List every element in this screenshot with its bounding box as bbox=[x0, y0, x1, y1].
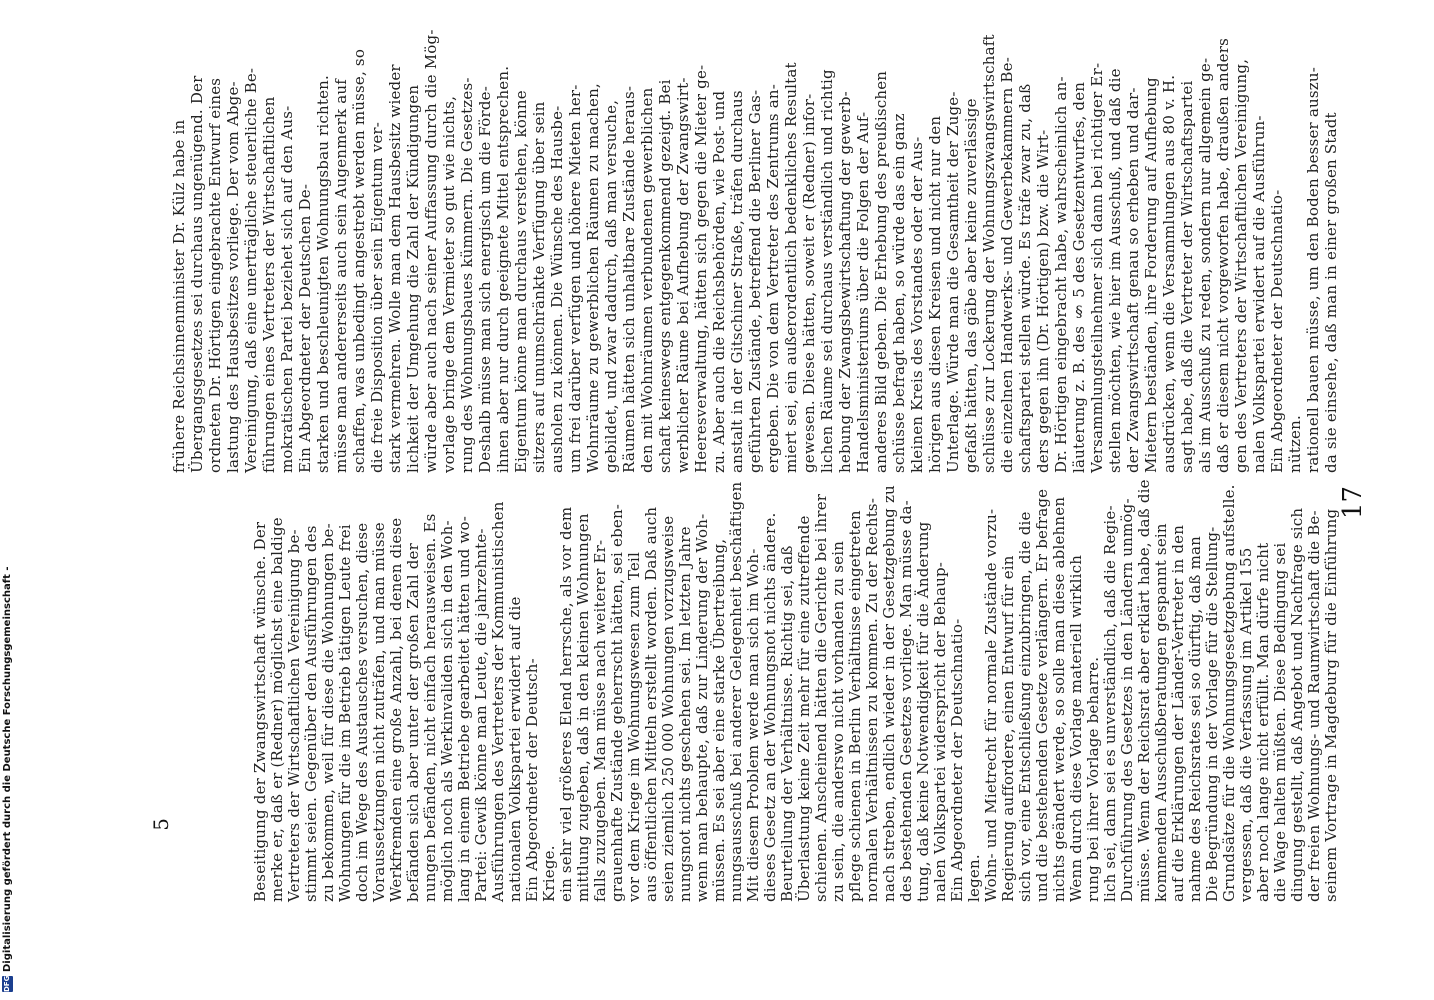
text-line: um frei darüber verfügen und höhere Mieten her- bbox=[566, 84, 584, 473]
text-line: die einzelnen Handwerks- und Gewerbekammern Be- bbox=[998, 57, 1016, 473]
text-line: rationell bauen müsse, um den Boden besser auszu- bbox=[1304, 66, 1322, 473]
text-line: Übergangsgesetzes sei durchaus ungenügend. Der bbox=[188, 75, 206, 473]
text-line: anderes Bild geben. Die Erhebung des preußischen bbox=[872, 70, 890, 473]
text-line: Ein Abgeordneter der Deutschnatio- bbox=[1268, 189, 1286, 473]
text-line: schaftspartei stellen würde. Es träfe zwar zu, daß bbox=[1016, 83, 1034, 473]
text-line: vorlage bringe dem Vermieter so gut wie nichts, bbox=[440, 95, 458, 473]
text-line: dingung gestellt, daß Angebot und Nachfrage sich bbox=[1288, 507, 1306, 902]
text-line: Werkfremden eine große Anzahl, bei denen diese bbox=[387, 517, 405, 902]
text-line: starken und beschleunigten Wohnungsbau richten. bbox=[314, 74, 332, 473]
text-line: Heeresverwaltung, hätten sich gegen die Mieter ge- bbox=[692, 64, 710, 473]
text-line: vor dem Kriege im Wohnungswesen zum Teil bbox=[625, 552, 643, 902]
text-line: Wenn durch diese Vorlage materiell wirklich bbox=[1067, 554, 1085, 902]
text-line: Voraussetzungen nicht zuträfen, und man müsse bbox=[370, 522, 388, 902]
text-line: Wohn- und Mietrecht für normale Zustände vorzu- bbox=[982, 508, 1000, 902]
text-line: Wohnräume zu gewerblichen Räumen zu machen, bbox=[584, 83, 602, 473]
text-line: frühere Reichsinnenminister Dr. Külz habe in bbox=[170, 119, 188, 473]
text-line: nationalen Volkspartei erwidert auf die bbox=[506, 596, 524, 902]
text-line: Versammlungsteilnehmer sich dann bei richtiger Er- bbox=[1088, 62, 1106, 473]
text-line: Ein Abgeordneter der Deutsch- bbox=[523, 658, 541, 902]
text-line: schaffen, was unbedingt angestrebt werden müsse, so bbox=[350, 48, 368, 473]
text-line: sitzers auf unumschränkte Verfügung über sein bbox=[530, 101, 548, 473]
text-line: nalen Volkspartei widerspricht der Behaup- bbox=[931, 561, 949, 902]
text-line: die Wage halten müßten. Diese Bedingung sei bbox=[1271, 542, 1289, 902]
text-line: merke er, daß er (Redner) möglichst eine baldige bbox=[268, 517, 286, 902]
text-line: Grundsätze für die Wohnungsgesetzgebung aufstelle. bbox=[1220, 484, 1238, 902]
text-line: Partei: Gewiß könne man Leute, die jahrzehnte- bbox=[472, 528, 490, 902]
text-line: würde aber auch nach seiner Auffassung durch die Mög- bbox=[422, 29, 440, 473]
text-line: Regierung auffordere, einen Entwurf für ein bbox=[999, 555, 1017, 902]
page-number: 17 bbox=[1338, 486, 1368, 520]
text-line: hebung der Zwangsbewirtschaftung der gewerb- bbox=[836, 91, 854, 473]
text-line: aber noch lange nicht erfüllt. Man dürfe nicht bbox=[1254, 542, 1272, 902]
text-line: Vertreters der Wirtschaftlichen Vereinigung be- bbox=[285, 529, 303, 902]
text-line: Mietern beständen, ihre Forderung auf Aufhebung bbox=[1142, 77, 1160, 473]
text-line: möglich noch als Werkinvaliden sich in den Woh- bbox=[438, 520, 456, 902]
text-line: nach streben, endlich wieder in der Gesetzgebung zu bbox=[880, 485, 898, 902]
text-line: lang in einem Betriebe gearbeitet hätten und wo- bbox=[455, 516, 473, 902]
text-line: Ausführungen des Vertreters der Kommunistischen bbox=[489, 501, 507, 902]
text-line: müsse. Wenn der Reichsrat aber erklärt habe, daß die bbox=[1135, 479, 1153, 902]
text-line: werblicher Räume bei Aufhebung der Zwangswirt- bbox=[674, 77, 692, 473]
text-line: schüsse befragt haben, so würde das ein ganz bbox=[890, 113, 908, 473]
text-line: grauenhafte Zustände geherrscht hätten, sei eben- bbox=[608, 503, 626, 902]
text-line: pflege schienen in Berlin Verhältnisse eingetreten bbox=[846, 510, 864, 902]
signature-mark: 5 bbox=[149, 818, 173, 831]
text-line: Handelsministeriums über die Folgen der Auf- bbox=[854, 111, 872, 473]
text-line: sich vor, eine Entschließung einzubringen, die die bbox=[1016, 511, 1034, 902]
text-line: des bestehenden Gesetzes vorliege. Man müsse da- bbox=[897, 500, 915, 902]
text-line: aus öffentlichen Mitteln erstellt worden. Daß auch bbox=[642, 506, 660, 902]
text-line: stimmt seien. Gegenüber den Ausführungen des bbox=[302, 525, 320, 902]
text-line: daß er diesem nicht vorgeworfen habe, draußen anders bbox=[1214, 37, 1232, 473]
text-line: doch im Wege des Austausches versuchen, diese bbox=[353, 522, 371, 902]
text-line: Eigentum könne man durchaus verstehen, könne bbox=[512, 90, 530, 473]
text-line: befänden sich aber unter der großen Zahl der bbox=[404, 543, 422, 902]
text-line: zu bekommen, weil für diese die Wohnungen be- bbox=[319, 523, 337, 902]
text-line: ausholen zu können. Die Wünsche des Hausbe- bbox=[548, 105, 566, 473]
text-line: ordneten Dr. Hörtigen eingebrachte Entwurf eines bbox=[206, 77, 224, 473]
text-line: ergeben. Die von dem Vertreter des Zentrums an- bbox=[764, 83, 782, 473]
text-line: ein sehr viel größeres Elend herrsche, als vor dem bbox=[557, 506, 575, 902]
text-line: auf die Erklärungen der Länder-Vertreter in den bbox=[1169, 524, 1187, 902]
digitization-credit bbox=[2, 566, 13, 992]
text-line: stark vermehren. Wolle man dem Hausbesitz wieder bbox=[386, 64, 404, 473]
text-line: anstalt in der Gitschiner Straße, träfen durchaus bbox=[728, 90, 746, 473]
text-line: gebildet, und zwar dadurch, daß man versuche, bbox=[602, 99, 620, 473]
credit-text: Digitalisierung gefördert durch die Deutsche Forschungsgemeinschaft - bbox=[2, 566, 13, 972]
text-line: der freien Wohnungs- und Raumwirtschaft die Be- bbox=[1305, 510, 1323, 902]
text-line: läuterung z. B. des § 5 des Gesetzentwurfes, den bbox=[1070, 81, 1088, 473]
text-line: miert sei, ein außerordentlich bedenkliches Resultat bbox=[782, 62, 800, 473]
text-line: lich sei, dann sei es unverständlich, daß die Regie- bbox=[1101, 505, 1119, 902]
text-line: wenn man behaupte, daß zur Linderung der Woh- bbox=[693, 513, 711, 902]
text-line: müsse man andererseits auch sein Augenmerk auf bbox=[332, 78, 350, 473]
text-line: gen des Vertreters der Wirtschaftlichen Vereinigung, bbox=[1232, 58, 1250, 473]
text-line: den mit Wohnräumen verbundenen gewerblichen bbox=[638, 87, 656, 473]
text-line: Überlastung keine Zeit mehr für eine zutreffende bbox=[795, 515, 813, 902]
text-line: Ein Abgeordneter der Deutschen De- bbox=[296, 183, 314, 473]
text-line: nahme des Reichsrates sei so dürftig, daß man bbox=[1186, 535, 1204, 902]
text-line: nalen Volkspartei erwidert auf die Ausführun- bbox=[1250, 115, 1268, 473]
text-line: ihnen aber nur durch geeignete Mittel entsprechen. bbox=[494, 65, 512, 473]
text-line: Die Begründung in der Vorlage für die Stellung- bbox=[1203, 526, 1221, 902]
text-line: nützen. bbox=[1286, 415, 1304, 473]
text-line: und die bestehenden Gesetze verlängern. Er befrage bbox=[1033, 488, 1051, 902]
text-line: Räumen hätten sich unhaltbare Zustände heraus- bbox=[620, 85, 638, 473]
text-line: nichts geändert werde, so solle man diese ablehnen bbox=[1050, 496, 1068, 902]
text-line: Beseitigung der Zwangswirtschaft wünsche. Der bbox=[251, 521, 269, 902]
text-line: zu. Aber auch die Reichsbehörden, wie Post- und bbox=[710, 90, 728, 473]
text-line: lastung des Hausbesitzes vorliege. Der vom Abge- bbox=[224, 81, 242, 473]
text-line: gewesen. Diese hätten, soweit er (Redner) infor- bbox=[800, 93, 818, 473]
text-line: Wohnungen für die im Betrieb tätigen Leute frei bbox=[336, 524, 354, 902]
text-line: schlüsse zur Lockerung der Wohnungszwangswirtschaft bbox=[980, 34, 998, 473]
text-line: rung des Wohnungsbaues kümmern. Die Gesetzes- bbox=[458, 77, 476, 473]
text-line: Durchführung des Gesetzes in den Ländern unmög- bbox=[1118, 498, 1136, 902]
text-line: lichen Räume sei durchaus verständlich und richtig bbox=[818, 69, 836, 473]
text-line: Vereinigung, daß eine unerträgliche steuerliche Be- bbox=[242, 67, 260, 473]
text-line: nungen befänden, nicht einfach herausweisen. Es bbox=[421, 513, 439, 902]
text-line: ders gegen ihn (Dr. Hörtigen) bzw. die Wirt- bbox=[1034, 129, 1052, 473]
text-line: Ein Abgeordneter der Deutschnatio- bbox=[948, 618, 966, 902]
text-line: legen. bbox=[965, 854, 983, 902]
text-line: die freie Disposition über sein Eigentum ver- bbox=[368, 121, 386, 473]
text-line: Kriege. bbox=[540, 845, 558, 902]
text-line: Beurteilung der Verhältnisse. Richtig sei, daß bbox=[778, 545, 796, 902]
text-line: falls zuzugeben. Man müsse nach weiterer Er- bbox=[591, 539, 609, 902]
text-line: vergessen, daß die Verfassung im Artikel 155 bbox=[1237, 547, 1255, 902]
text-line: mokratischen Partei beziehet sich auf den Aus- bbox=[278, 105, 296, 473]
text-line: der Zwangswirtschaft genau so erheben und dar- bbox=[1124, 87, 1142, 473]
text-line: da sie einsehe, daß man in einer großen Stadt bbox=[1322, 112, 1340, 473]
text-line: müssen. Es sei aber eine starke Übertreibung, bbox=[710, 538, 728, 902]
text-line: nungsnot nichts geschehen sei. Im letzten Jahre bbox=[676, 526, 694, 902]
text-line: dieses Gesetz an der Wohnungsnot nichts ändere. bbox=[761, 512, 779, 902]
text-line: kommenden Ausschußberatungen gespannt sein bbox=[1152, 523, 1170, 902]
text-line: stellen möchten, wie hier im Ausschuß, und daß die bbox=[1106, 68, 1124, 473]
text-line: seinem Vortrage in Magdeburg für die Einführung bbox=[1322, 508, 1340, 902]
text-line: hörigen aus diesen Kreisen und nicht nur den bbox=[926, 115, 944, 473]
text-line: seien ziemlich 250 000 Wohnungen vorzugsweise bbox=[659, 515, 677, 902]
text-line: führungen eines Vertreters der Wirtschaftlichen bbox=[260, 96, 278, 473]
text-line: normalen Verhältnissen zu kommen. Zu der Rechts- bbox=[863, 497, 881, 902]
text-line: Unterlage. Würde man die Gesamtheit der Zuge- bbox=[944, 91, 962, 473]
text-line: rung bei ihrer Vorlage beharre. bbox=[1084, 656, 1102, 902]
text-line: schaft keineswegs entgegenkommend gezeigt. Bei bbox=[656, 79, 674, 473]
text-line: Dr. Hörtigen eingebracht habe, wahrscheinlich an- bbox=[1052, 76, 1070, 473]
text-line: tung, daß keine Notwendigkeit für die Änderung bbox=[914, 521, 932, 902]
dfg-logo-icon: DFG bbox=[3, 975, 11, 992]
text-line: gefaßt hätten, das gäbe aber keine zuverlässige bbox=[962, 98, 980, 473]
text-line: nungsausschuß bei anderer Gelegenheit beschäftigen bbox=[727, 481, 745, 902]
text-line: ausdrücken, wenn die Versammlungen aus 80 v. H. bbox=[1160, 74, 1178, 473]
text-line: sagt habe, daß die Vertreter der Wirtschaftspartei bbox=[1178, 80, 1196, 473]
text-line: mittlung zugeben, daß in den kleinen Wohnungen bbox=[574, 513, 592, 902]
text-line: Deshalb müsse man sich energisch um die Förde- bbox=[476, 86, 494, 473]
text-line: als im Ausschuß zu reden, sondern nur allgemein ge- bbox=[1196, 57, 1214, 473]
text-line: zu sein, die anderswo nicht vorhanden zu sein bbox=[829, 540, 847, 902]
text-line: geführten Zustände, betreffend die Berliner Gas- bbox=[746, 89, 764, 473]
text-line: lichkeit der Umgehung die Zahl der Kündigungen bbox=[404, 84, 422, 473]
text-line: kleinen Kreis des Vorstandes oder der Aus- bbox=[908, 136, 926, 473]
text-line: Mit diesem Problem werde man sich im Woh- bbox=[744, 548, 762, 902]
text-line: schienen. Anscheinend hätten die Gerichte bei ihrer bbox=[812, 493, 830, 902]
